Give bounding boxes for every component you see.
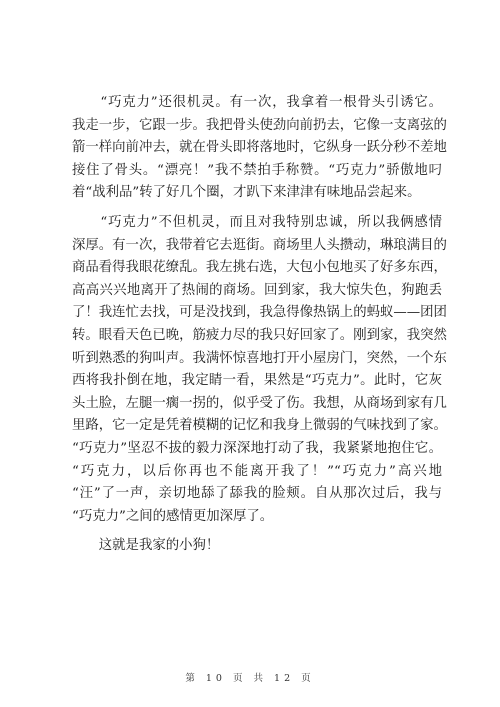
text-line: 箭一样向前冲去，就在骨头即将落地时，它纵身一跃分秒不差地 (72, 140, 447, 156)
paragraph-1 (72, 92, 447, 205)
text-line: 听到熟悉的狗叫声。我满怀惊喜地打开小屋房门，突然，一个东 (72, 350, 447, 366)
page-number-footer: 第 10 页 共 12 页 (185, 673, 315, 684)
text-line: 转。眼看天色已晚，筋疲力尽的我只好回家了。刚到家，我突然 (72, 327, 447, 343)
text-line: 商品看得我眼花缭乱。我左挑右选，大包小包地买了好多东西， (72, 260, 447, 276)
text-line: 我走一步，它跟一步。我把骨头使劲向前扔去，它像一支离弦的 (72, 117, 447, 133)
text-line: 这就是我家的小狗！ (72, 538, 220, 554)
text-line: 深厚。有一次，我带着它去逛街。商场里人头攒动，琳琅满目的 (72, 237, 447, 253)
text-line: “巧克力，以后你再也不能离开我了！”“巧克力”高兴地 (72, 463, 442, 479)
text-line: 里路，它一定是凭着模糊的记忆和我身上微弱的气味找到了家。 (72, 418, 447, 434)
text-line: 高高兴兴地离开了热闹的商场。回到家，我大惊失色，狗跑丢 (72, 282, 442, 298)
text-line: “巧克力”还很机灵。有一次，我拿着一根骨头引诱它。 (72, 95, 442, 110)
text-line: 着“战利品”转了好几个圈，才趴下来津津有味地品尝起来。 (72, 185, 421, 201)
text-line: “巧克力”坚忍不拔的毅力深深地打动了我，我紧紧地抱住它。 (72, 440, 442, 456)
text-line: 头土脸，左腿一瘸一拐的，似乎受了伤。我想，从商场到家有几 (72, 395, 447, 411)
text-line: 接住了骨头。“漂亮！”我不禁拍手称赞。“巧克力”骄傲地叼 (72, 162, 442, 178)
document-body (72, 92, 447, 558)
text-line: “巧克力”不但机灵，而且对我特别忠诚，所以我俩感情 (72, 214, 442, 230)
paragraph-3 (72, 535, 442, 558)
paragraph-2 (72, 212, 447, 528)
text-line: “汪”了一声，亲切地舔了舔我的脸颊。自从那次过后，我与 (72, 486, 442, 502)
text-line: “巧克力”之间的感情更加深厚了。 (72, 508, 274, 524)
text-line: 西将我扑倒在地，我定睛一看，果然是“巧克力”。此时，它灰 (72, 373, 442, 389)
text-line: 了！我连忙去找，可是没找到，我急得像热锅上的蚂蚁——团团 (72, 305, 447, 321)
